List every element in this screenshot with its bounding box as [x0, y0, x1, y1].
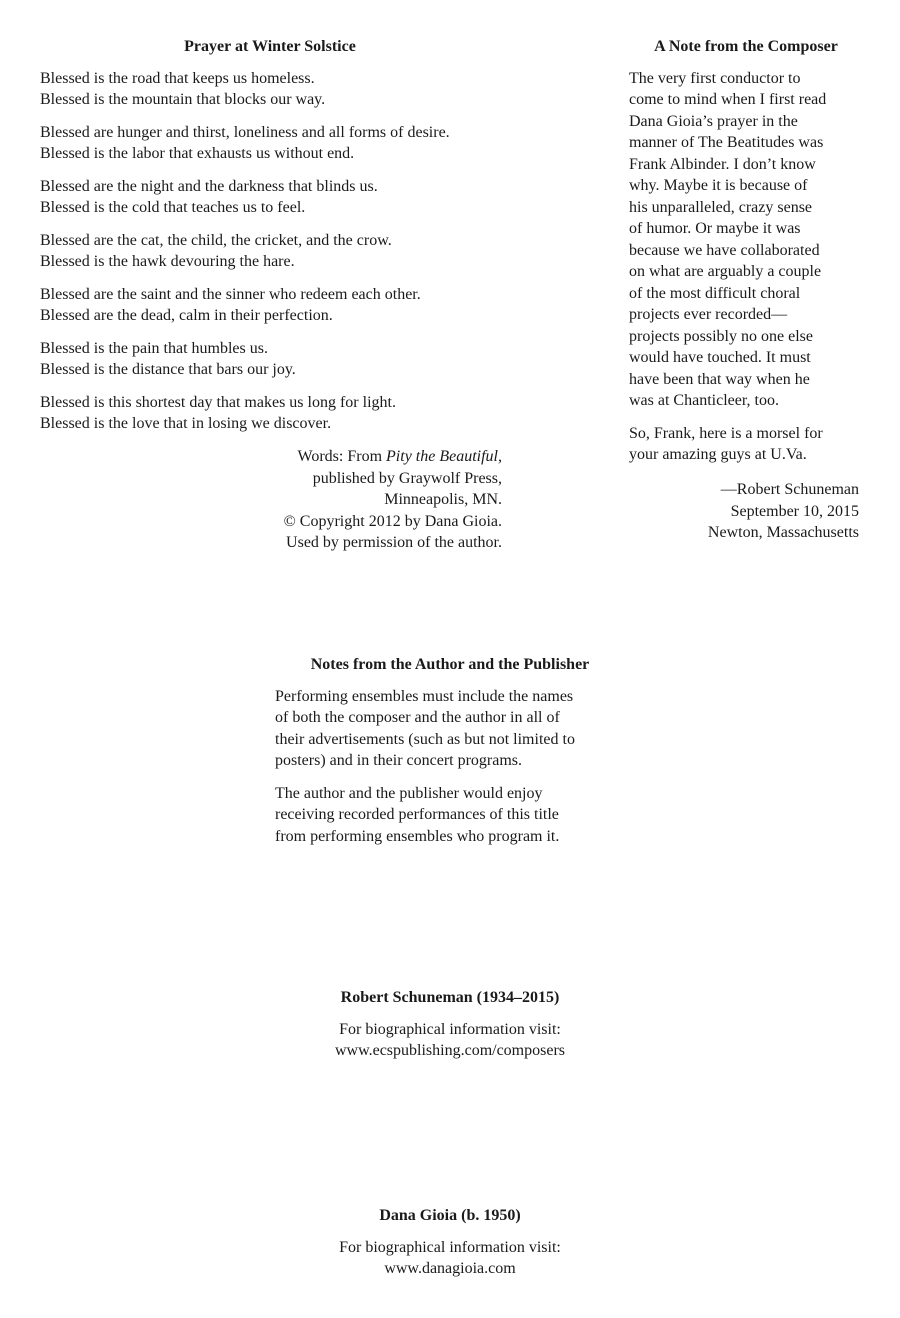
- note-line: Frank Albinder. I don’t know: [629, 155, 816, 173]
- note-line: was at Chanticleer, too.: [629, 392, 779, 409]
- notes-line: from performing ensembles who program it.: [275, 827, 560, 845]
- author-bio-link[interactable]: www.danagioia.com: [384, 1260, 516, 1277]
- stanza: [40, 392, 510, 435]
- poem-line: Blessed is this shortest day that makes us long for light.: [40, 393, 396, 411]
- poem-credits: [284, 446, 502, 554]
- composer-bio-info: For biographical information visit:: [339, 1020, 561, 1038]
- poem-line: Blessed is the pain that humbles us.: [40, 339, 268, 357]
- composer-note-paragraph: [629, 68, 865, 412]
- note-line: So, Frank, here is a morsel for: [629, 424, 823, 442]
- note-line: projects possibly no one else: [629, 327, 813, 345]
- poem-line: Blessed are the saint and the sinner who redeem each other.: [40, 285, 421, 303]
- note-line: have been that way when he: [629, 370, 810, 388]
- poem-line: Blessed are the night and the darkness that blinds us.: [40, 177, 378, 195]
- note-line: your amazing guys at U.Va.: [629, 446, 807, 463]
- note-line: because we have collaborated: [629, 241, 820, 259]
- poem-line: Blessed is the road that keeps us homeless.: [40, 69, 315, 87]
- stanza: [40, 176, 510, 219]
- author-bio-info: For biographical information visit:: [339, 1238, 561, 1256]
- credits-line: Used by permission of the author.: [286, 534, 502, 551]
- note-line: would have touched. It must: [629, 349, 811, 366]
- poem-line: Blessed are the cat, the child, the cricket, and the crow.: [40, 231, 392, 249]
- poem-title: Prayer at Winter Solstice: [184, 38, 356, 55]
- credits-line: Minneapolis, MN.: [384, 491, 502, 508]
- credits-book-title: Pity the Beautiful,: [386, 448, 502, 465]
- composer-bio: [0, 987, 900, 1062]
- poem-line: Blessed are hunger and thirst, loneliness and all forms of desire.: [40, 123, 450, 141]
- poem-line: Blessed is the hawk devouring the hare.: [40, 253, 295, 270]
- publisher-notes-paragraph: [275, 686, 625, 772]
- stanza: [40, 338, 510, 381]
- notes-line: receiving recorded performances of this title: [275, 806, 559, 823]
- stanza: [40, 284, 510, 327]
- stanza: [40, 122, 510, 165]
- poem-line: Blessed is the labor that exhausts us without end.: [40, 145, 355, 162]
- publisher-notes-paragraph: [275, 783, 625, 848]
- note-line: on what are arguably a couple: [629, 263, 822, 280]
- note-line: his unparalleled, crazy sense: [629, 198, 813, 216]
- stanza: [40, 68, 510, 111]
- signature-name: —Robert Schuneman: [720, 481, 859, 498]
- signature-date: September 10, 2015: [730, 502, 859, 520]
- credits-words-prefix: Words: From: [297, 448, 387, 465]
- notes-line: their advertisements (such as but not limited to: [275, 730, 575, 748]
- note-line: come to mind when I first read: [629, 91, 827, 108]
- author-bio-title: Dana Gioia (b. 1950): [379, 1207, 521, 1224]
- composer-note: [629, 36, 865, 477]
- composer-signature: [708, 479, 859, 544]
- signature-place: Newton, Massachusetts: [707, 524, 859, 541]
- notes-line: of both the composer and the author in all of: [275, 709, 560, 726]
- credits-line: published by Graywolf Press,: [312, 469, 502, 487]
- poem-section: [40, 36, 510, 446]
- composer-bio-link[interactable]: www.ecspublishing.com/composers: [334, 1042, 566, 1059]
- notes-line: Performing ensembles must include the names: [275, 687, 574, 705]
- notes-line: The author and the publisher would enjoy: [275, 784, 543, 802]
- composer-bio-title: Robert Schuneman (1934–2015): [340, 989, 560, 1006]
- composer-note-paragraph: [629, 423, 865, 466]
- note-line: manner of The Beatitudes was: [629, 134, 824, 151]
- note-line: Dana Gioia’s prayer in the: [629, 112, 798, 130]
- author-bio: [0, 1205, 900, 1280]
- composer-note-title: A Note from the Composer: [654, 38, 838, 55]
- publisher-notes-title: Notes from the Author and the Publisher: [310, 656, 590, 673]
- poem-line: Blessed is the distance that bars our joy.: [40, 361, 296, 378]
- note-line: The very first conductor to: [629, 69, 801, 87]
- note-line: of the most difficult choral: [629, 284, 801, 302]
- credits-words-line: [284, 446, 502, 468]
- stanza: [40, 230, 510, 273]
- note-line: why. Maybe it is because of: [629, 177, 808, 194]
- note-line: of humor. Or maybe it was: [629, 220, 801, 237]
- note-line: projects ever recorded—: [629, 306, 788, 323]
- poem-line: Blessed is the mountain that blocks our way.: [40, 91, 326, 108]
- notes-line: posters) and in their concert programs.: [275, 752, 523, 769]
- credits-line: © Copyright 2012 by Dana Gioia.: [283, 512, 502, 530]
- poem-line: Blessed is the love that in losing we discover.: [40, 415, 332, 432]
- poem-line: Blessed is the cold that teaches us to feel.: [40, 199, 306, 216]
- poem-line: Blessed are the dead, calm in their perfection.: [40, 307, 333, 324]
- publisher-notes: [275, 654, 625, 858]
